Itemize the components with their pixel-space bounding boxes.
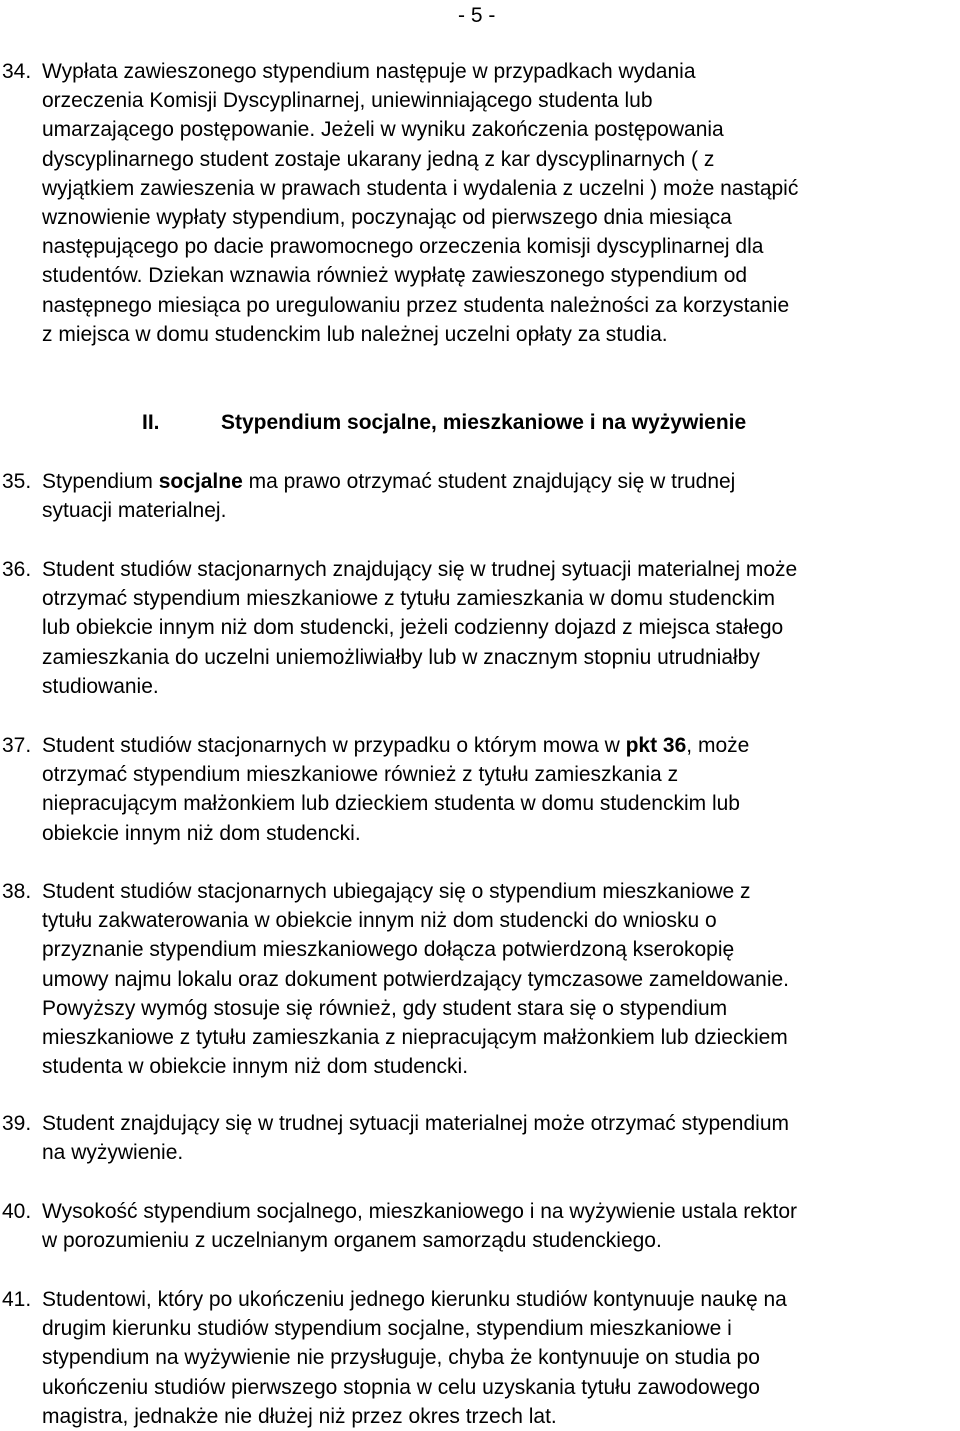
text-line: Student studiów stacjonarnych znajdujący się w trudnej sytuacji materialnej może (42, 558, 798, 581)
text-line: lub obiekcie innym niż dom studencki, jeżeli codzienny dojazd z miejsca stałego (42, 616, 784, 640)
text-line: otrzymać stypendium mieszkaniowe z tytułu zamieszkania w domu studenckim (42, 587, 775, 611)
paragraph-37 (0, 731, 940, 848)
paragraph-number: 35. (2, 470, 32, 493)
paragraph-text (42, 731, 942, 848)
paragraph-41 (0, 1285, 940, 1431)
text-line: mieszkaniowe z tytułu zamieszkania z niepracującym małżonkiem lub dzieckiem (42, 1026, 788, 1050)
paragraph-text (42, 467, 942, 525)
paragraph-36 (0, 555, 940, 701)
text-line: drugim kierunku studiów stypendium socjalne, stypendium mieszkaniowe i (42, 1317, 732, 1341)
text-line: z miejsca w domu studenckim lub należnej uczelni opłaty za studia. (42, 322, 668, 346)
text-line: sytuacji materialnej. (42, 499, 227, 523)
text-line: studentów. Dziekan wznawia również wypłatę zawieszonego stypendium od (42, 264, 748, 288)
text-line (42, 731, 942, 760)
text-line: orzeczenia Komisji Dyscyplinarnej, uniewinniającego studenta lub (42, 89, 653, 113)
text-line: ukończeniu studiów pierwszego stopnia w celu uzyskania tytułu zawodowego (42, 1375, 760, 1399)
bold-term: socjalne (158, 470, 243, 493)
text-segment: Stypendium (42, 470, 159, 493)
paragraph-text (42, 1109, 942, 1167)
paragraph-text (42, 877, 942, 1081)
text-line: Wypłata zawieszonego stypendium następuje w przypadkach wydania (42, 60, 696, 83)
text-line: otrzymać stypendium mieszkaniowe również z tytułu zamieszkania z (42, 763, 679, 787)
text-line: następnego miesiąca po uregulowaniu przez studenta należności za korzystanie (42, 293, 790, 317)
text-segment: , może (686, 734, 750, 757)
text-segment: ma prawo otrzymać student znajdujący się w trudnej (242, 470, 736, 493)
text-line: umarzającego postępowanie. Jeżeli w wyniku zakończenia postępowania (42, 118, 724, 142)
text-line: w porozumieniu z uczelnianym organem samorządu studenckiego. (42, 1229, 662, 1253)
paragraph-text (42, 57, 942, 349)
paragraph-39 (0, 1109, 940, 1167)
paragraph-text (42, 555, 942, 701)
paragraph-text (42, 1285, 942, 1431)
paragraph-number: 38. (2, 880, 32, 903)
text-line: dyscyplinarnego student zostaje ukarany jedną z kar dyscyplinarnych ( z (42, 147, 715, 171)
text-line: stypendium na wyżywienie nie przysługuje, chyba że kontynuuje on studia po (42, 1346, 760, 1370)
text-line: na wyżywienie. (42, 1141, 184, 1165)
text-line: Student znajdujący się w trudnej sytuacji materialnej może otrzymać stypendium (42, 1112, 790, 1135)
paragraph-35 (0, 467, 940, 525)
bold-term: pkt 36 (625, 734, 687, 757)
section-number: II. (142, 411, 160, 434)
paragraph-38 (0, 877, 940, 1081)
paragraph-number: 34. (2, 60, 32, 83)
text-line: niepracującym małżonkiem lub dzieckiem studenta w domu studenckim lub (42, 792, 740, 816)
paragraph-number: 39. (2, 1112, 32, 1135)
paragraph-text (42, 1197, 942, 1255)
text-line: umowy najmu lokalu oraz dokument potwierdzający tymczasowe zameldowanie. (42, 967, 790, 991)
text-line: Powyższy wymóg stosuje się również, gdy student stara się o stypendium (42, 996, 728, 1020)
paragraph-number: 41. (2, 1288, 32, 1311)
text-line: Student studiów stacjonarnych ubiegający się o stypendium mieszkaniowe z (42, 880, 751, 903)
paragraph-34 (0, 57, 940, 349)
text-line: Wysokość stypendium socjalnego, mieszkaniowego i na wyżywienie ustala rektor (42, 1200, 797, 1223)
text-line: następującego po dacie prawomocnego orzeczenia komisji dyscyplinarnej dla (42, 235, 764, 259)
text-line: przyznanie stypendium mieszkaniowego dołącza potwierdzoną kserokopię (42, 938, 735, 962)
text-line: wyjątkiem zawieszenia w prawach studenta i wydalenia z uczelni ) może nastąpić (42, 176, 799, 200)
section-title: Stypendium socjalne, mieszkaniowe i na wyżywienie (221, 411, 747, 434)
text-line: studenta w obiekcie innym niż dom studencki. (42, 1055, 469, 1079)
text-line: studiowanie. (42, 674, 159, 698)
text-line: tytułu zakwaterowania w obiekcie innym niż dom studencki do wniosku o (42, 909, 717, 933)
paragraph-number: 37. (2, 734, 32, 757)
page-number: - 5 - (458, 4, 496, 27)
text-line: zamieszkania do uczelni uniemożliwiałby lub w znacznym stopniu utrudniałby (42, 645, 760, 669)
text-line: obiekcie innym niż dom studencki. (42, 821, 361, 845)
text-line (42, 467, 942, 496)
paragraph-number: 36. (2, 558, 32, 581)
paragraph-number: 40. (2, 1200, 32, 1223)
text-line: magistra, jednakże nie dłużej niż przez okres trzech lat. (42, 1404, 557, 1428)
text-line: Studentowi, który po ukończeniu jednego kierunku studiów kontynuuje naukę na (42, 1288, 787, 1311)
paragraph-40 (0, 1197, 940, 1255)
text-line: wznowienie wypłaty stypendium, poczynając od pierwszego dnia miesiąca (42, 206, 732, 230)
text-segment: Student studiów stacjonarnych w przypadku o którym mowa w (42, 734, 626, 757)
